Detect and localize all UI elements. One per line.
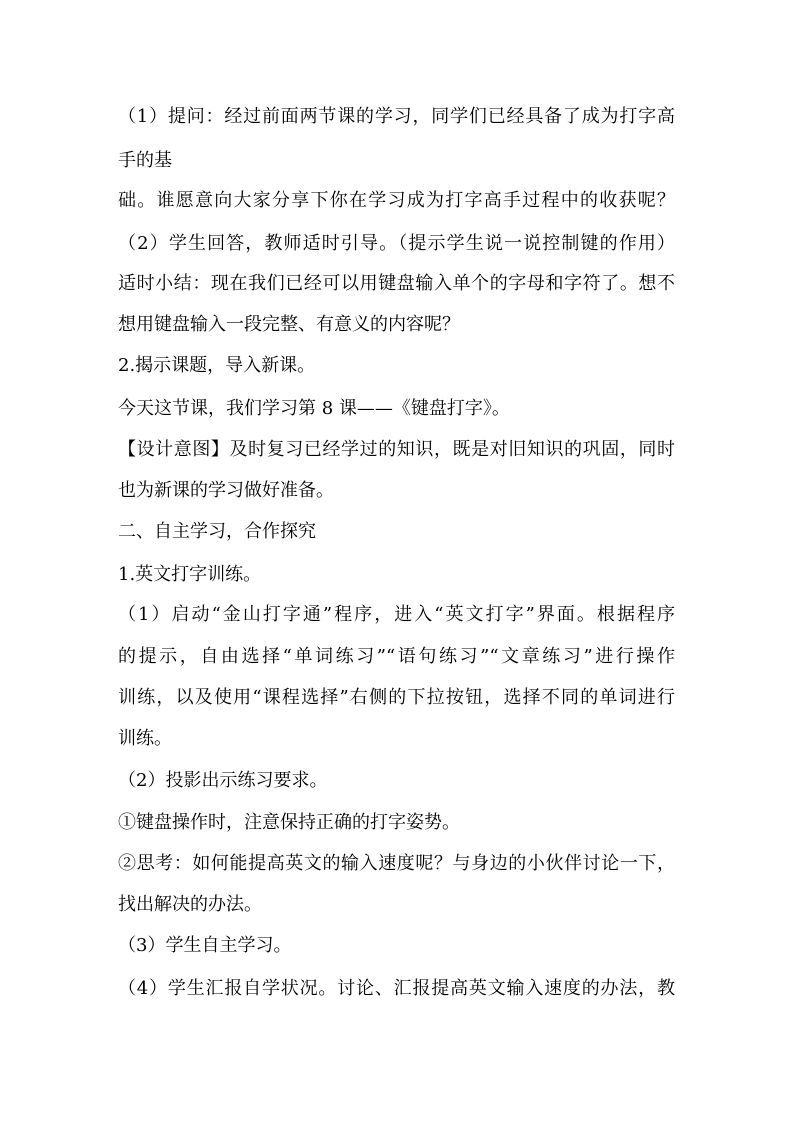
text-line-21: （3）学生自主学习。 [118, 935, 292, 956]
text-line-19: ②思考：如何能提高英文的输入速度呢？与身边的小伙伴讨论一下， [118, 853, 675, 874]
text-line-4: （2）学生回答，教师适时引导。（提示学生说一说控制键的作用） [118, 233, 675, 254]
text-line-5: 适时小结：现在我们已经可以用键盘输入单个的字母和字符了。想不 [118, 273, 675, 294]
text-line-1: （1）提问：经过前面两节课的学习，同学们已经具备了成为打字高 [118, 106, 675, 127]
section-heading: 二、自主学习，合作探究 [118, 521, 316, 542]
text-line-20: 找出解决的办法。 [118, 894, 262, 915]
text-line-18: ①键盘操作时，注意保持正确的打字姿势。 [118, 812, 460, 833]
text-line-8: 今天这节课，我们学习第 8 课——《键盘打字》。 [118, 398, 510, 419]
text-line-15: 训练，以及使用“课程选择”右侧的下拉按钮，选择不同的单词进行 [118, 687, 675, 708]
text-line-9: 【设计意图】及时复习已经学过的知识，既是对旧知识的巩固，同时 [118, 439, 675, 460]
text-line-3: 础。谁愿意向大家分享下你在学习成为打字高手过程中的收获呢？ [118, 190, 675, 211]
text-line-22: （4）学生汇报自学状况。讨论、汇报提高英文输入速度的办法，教 [118, 978, 675, 999]
text-line-10: 也为新课的学习做好准备。 [118, 480, 334, 501]
text-line-13: （1）启动“金山打字通”程序，进入“英文打字”界面。根据程序 [118, 604, 675, 625]
text-line-14: 的提示，自由选择“单词练习”“语句练习”“文章练习”进行操作 [118, 646, 675, 667]
text-line-2: 手的基 [118, 150, 172, 171]
text-line-7: 2.揭示课题，导入新课。 [118, 355, 316, 376]
text-line-6: 想用键盘输入一段完整、有意义的内容呢？ [118, 314, 460, 335]
text-line-17: （2）投影出示练习要求。 [118, 770, 328, 791]
text-line-12: 1.英文打字训练。 [118, 564, 262, 585]
text-line-16: 训练。 [118, 728, 172, 749]
